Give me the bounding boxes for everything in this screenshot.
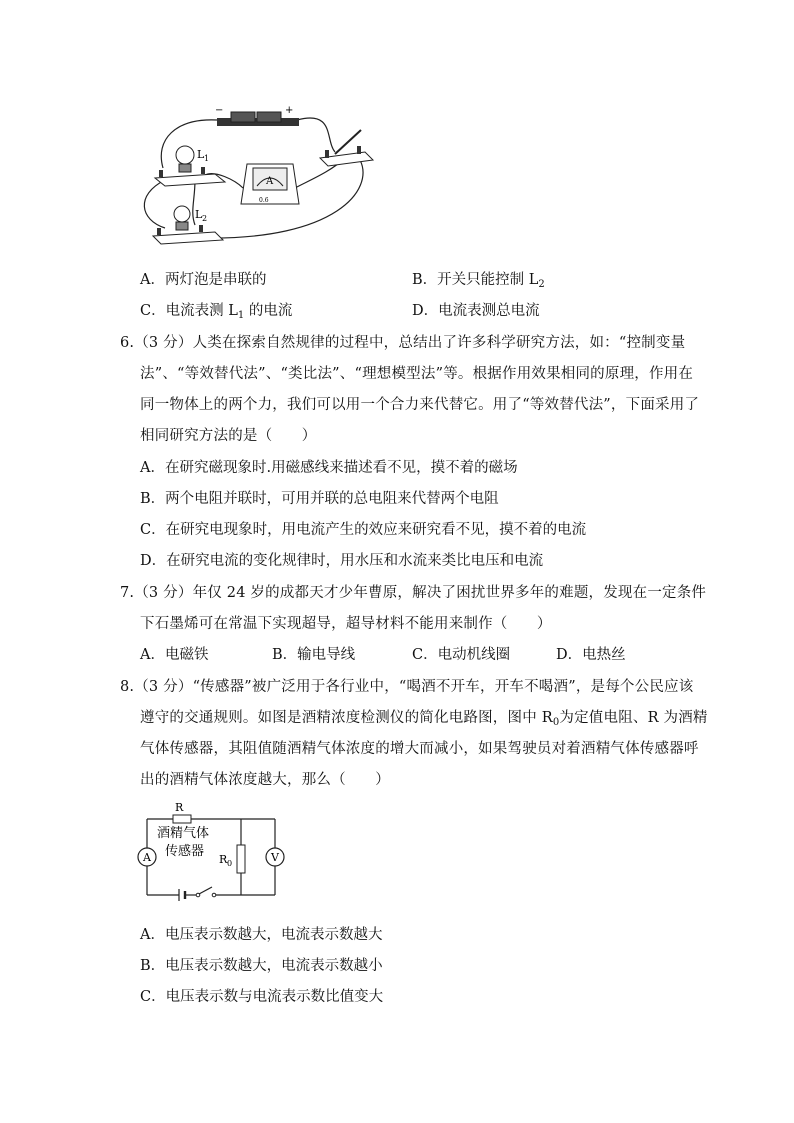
q6-option-a[interactable]: A．在研究磁现象时.用磁感线来描述看不见，摸不着的磁场 <box>140 460 518 476</box>
bulb-l2-icon <box>153 206 223 244</box>
resistor-r-label: R <box>175 801 184 814</box>
q6-stem-line-3: 同一物体上的两个力，我们可以用一个合力来代替它。用了“等效替代法”，下面采用了 <box>140 397 700 413</box>
resistor-r-icon <box>173 815 191 823</box>
q8-option-a[interactable]: A．电压表示数越大，电流表示数越大 <box>140 927 383 943</box>
q8-circuit-figure <box>135 797 295 907</box>
sensor-label-1: 酒精气体 <box>157 826 210 841</box>
battery-icon <box>179 889 185 901</box>
q5-option-d[interactable]: D．电流表测总电流 <box>412 303 540 319</box>
q5-option-c[interactable]: C．电流表测 $L_1$ 的电流 <box>140 303 293 321</box>
switch-icon <box>196 887 216 897</box>
q6-option-d[interactable]: D．在研究电流的变化规律时，用水压和水流来类比电压和电流 <box>140 553 544 569</box>
svg-text:1: 1 <box>204 154 210 163</box>
q8-stem-line-2: 遵守的交通规则。如图是酒精浓度检测仪的简化电路图，图中 $R_0$为定值电阻、R 为酒精 <box>140 710 708 728</box>
switch-icon <box>320 130 373 166</box>
svg-text:−: − <box>215 105 224 116</box>
sensor-label-2: 传感器 <box>165 844 205 859</box>
svg-text:A: A <box>143 851 151 864</box>
svg-text:V: V <box>271 851 279 864</box>
q7-option-b[interactable]: B．输电导线 <box>272 647 356 663</box>
bulb-l1-icon <box>155 146 225 186</box>
svg-text:0: 0 <box>227 859 233 868</box>
q7-option-a[interactable]: A．电磁铁 <box>140 647 209 663</box>
q5-option-b[interactable]: B．开关只能控制 $L_2$ <box>412 272 545 290</box>
svg-text:A: A <box>266 176 274 187</box>
q8-stem-line-3: 气体传感器，其阻值随酒精气体浓度的增大而减小，如果驾驶员对着酒精气体传感器呼 <box>140 741 699 757</box>
battery-icon <box>215 105 299 126</box>
q7-stem-line-2: 下石墨烯可在常温下实现超导，超导材料不能用来制作（ ） <box>140 616 552 632</box>
resistor-r0-icon <box>237 845 245 873</box>
ammeter-icon <box>138 848 156 866</box>
q6-stem-line-2: 法”、“等效替代法”、“类比法”、“理想模型法”等。根据作用效果相同的原理，作用在 <box>140 366 694 382</box>
svg-text:0.6: 0.6 <box>259 197 269 204</box>
svg-text:2: 2 <box>202 214 208 223</box>
q6-stem-line-4: 相同研究方法的是（ ） <box>140 428 317 444</box>
q6-stem-line-1: 6.（3 分）人类在探索自然规律的过程中，总结出了许多科学研究方法，如：“控制变量 <box>120 335 686 351</box>
q6-option-b[interactable]: B．两个电阻并联时，可用并联的总电阻来代替两个电阻 <box>140 491 499 507</box>
q8-stem-line-4: 出的酒精气体浓度越大，那么（ ） <box>140 772 390 788</box>
q7-stem-line-1: 7.（3 分）年仅 24 岁的成都天才少年曹原，解决了困扰世界多年的难题，发现在一定条件 <box>120 585 707 601</box>
q7-option-d[interactable]: D．电热丝 <box>556 647 626 663</box>
q7-option-c[interactable]: C．电动机线圈 <box>412 647 511 663</box>
q5-option-a[interactable]: A．两灯泡是串联的 <box>140 272 267 288</box>
svg-text:L: L <box>197 148 205 161</box>
q8-stem-line-1: 8.（3 分）“传感器”被广泛用于各行业中，“喝酒不开车，开车不喝酒”，是每个公民应该 <box>120 679 694 695</box>
ammeter-icon <box>241 164 299 204</box>
svg-text:+: + <box>285 105 294 116</box>
resistor-r0-label: R <box>219 853 228 866</box>
q5-circuit-figure <box>135 100 395 250</box>
voltmeter-icon <box>266 848 284 866</box>
q8-option-b[interactable]: B．电压表示数越大，电流表示数越小 <box>140 958 383 974</box>
q8-option-c[interactable]: C．电压表示数与电流表示数比值变大 <box>140 989 384 1005</box>
svg-text:L: L <box>195 208 203 221</box>
q6-option-c[interactable]: C．在研究电现象时，用电流产生的效应来研究看不见，摸不着的电流 <box>140 522 587 538</box>
